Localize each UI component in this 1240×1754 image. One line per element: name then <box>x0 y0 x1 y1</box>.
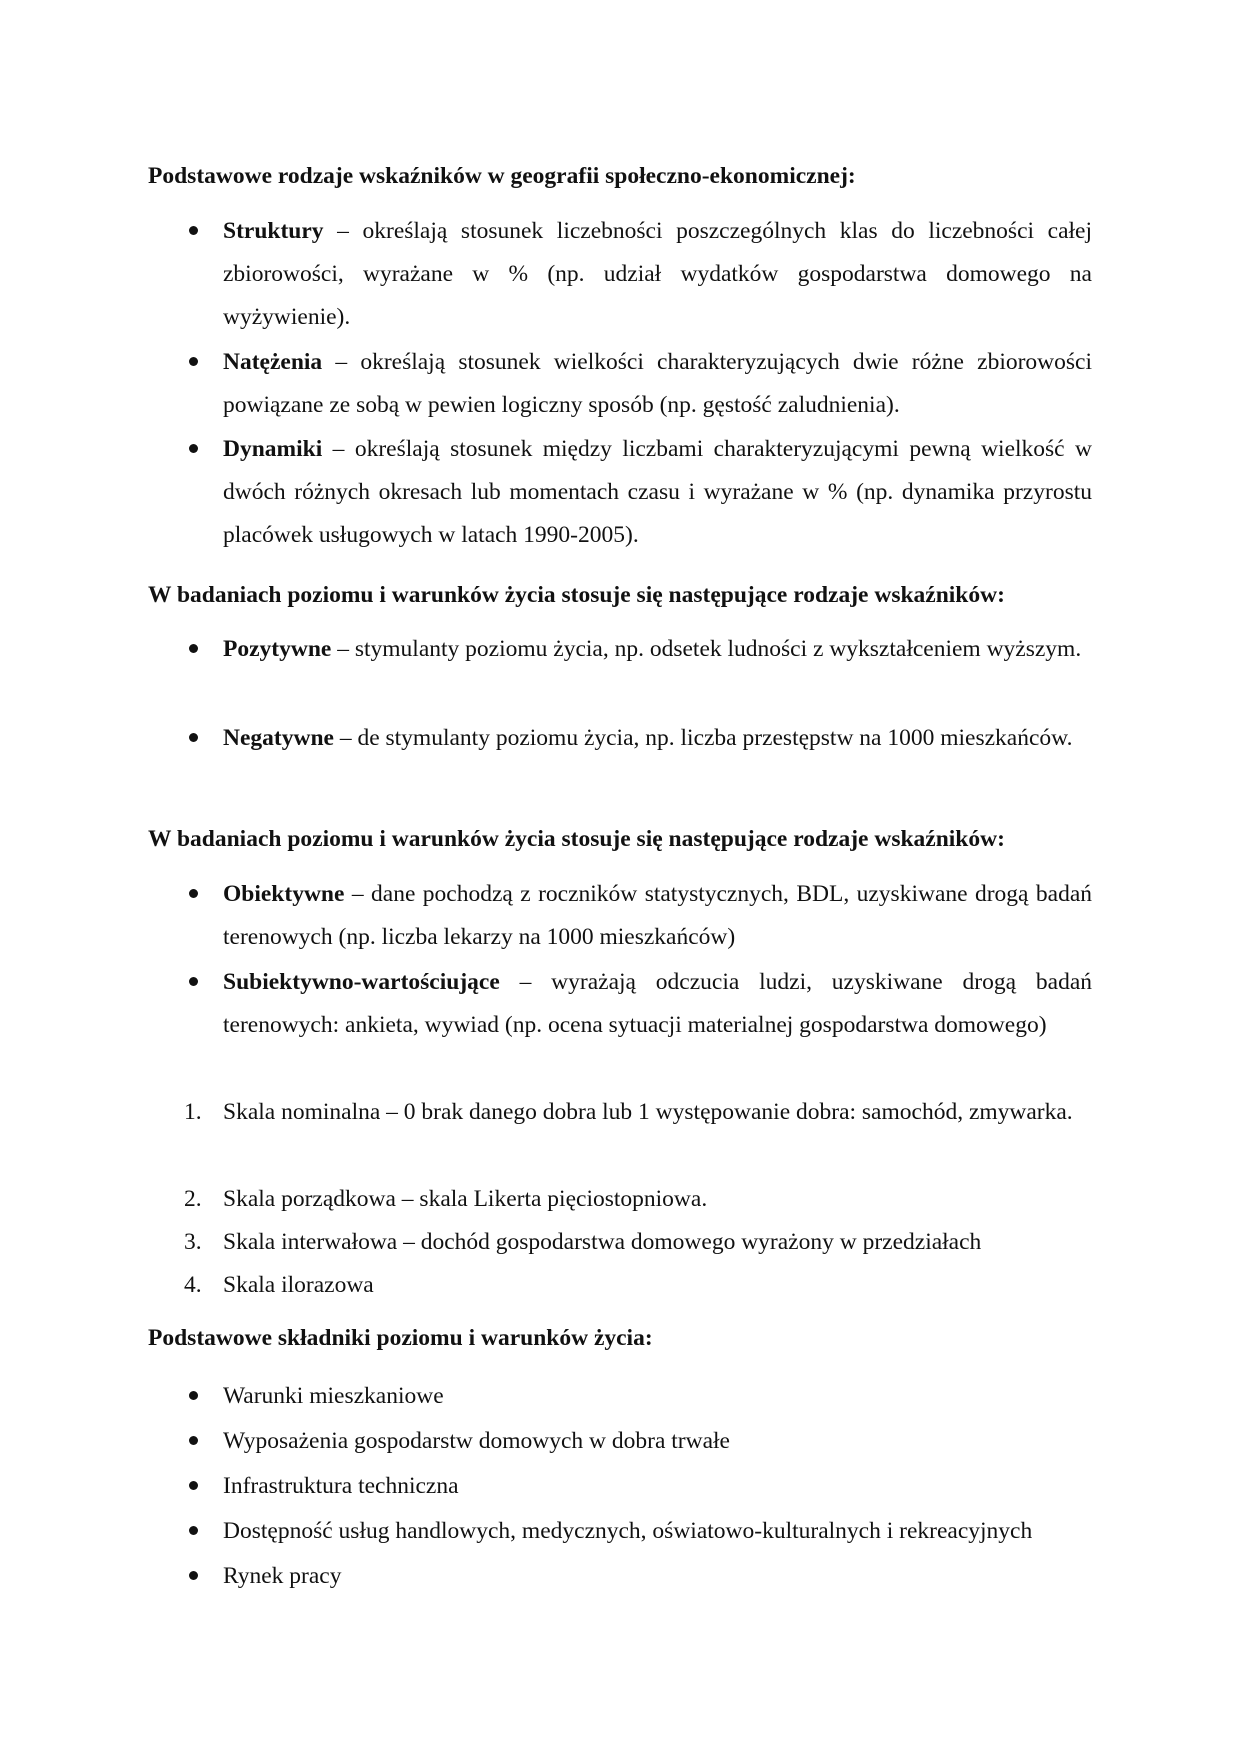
list-item-text <box>223 873 1092 959</box>
list-item <box>184 628 1092 671</box>
numbered-item <box>184 1221 1092 1264</box>
list-item <box>184 1555 1092 1598</box>
list-item-text: Rynek pracy <box>223 1563 342 1589</box>
term-label: Natężenia <box>223 349 323 375</box>
list-item-text: Infrastruktura techniczna <box>223 1473 459 1499</box>
number-marker: 4. <box>184 1272 202 1298</box>
list-item <box>184 1375 1092 1418</box>
list-item-text: Wyposażenia gospodarstw domowych w dobra trwałe <box>223 1428 730 1454</box>
term-label: Dynamiki <box>223 436 323 462</box>
list-item-text <box>223 428 1092 557</box>
term-description: – określają stosunek liczebności poszczególnych klas do liczebności całej zbiorowości, wyrażane w % (np. udział wydatków gospodarstwa domowego na wyżywienie). <box>223 218 1092 330</box>
list-item <box>184 341 1092 427</box>
list-item-text <box>223 628 1092 671</box>
term-description: – de stymulanty poziomu życia, np. liczba przestępstw na 1000 mieszkańców. <box>333 725 1073 751</box>
term-description: – określają stosunek między liczbami charakteryzującymi pewną wielkość w dwóch różnych okresach lub momentach czasu i wyrażane w % (np. dynamika przyrostu placówek usługowych w latach 1990-2005). <box>223 436 1092 548</box>
list-item-text <box>223 717 1092 760</box>
term-label: Subiektywno-wartościujące <box>223 969 500 995</box>
list-item-text <box>223 961 1092 1047</box>
list-item <box>184 428 1092 557</box>
number-marker: 2. <box>184 1186 202 1212</box>
list-item <box>184 210 1092 339</box>
section-heading-components: Podstawowe składniki poziomu i warunków życia: <box>148 1325 653 1351</box>
numbered-item-text: Skala nominalna – 0 brak danego dobra lub 1 występowanie dobra: samochód, zmywarka. <box>223 1099 1073 1125</box>
numbered-item <box>184 1264 1092 1307</box>
list-item-text <box>223 341 1092 427</box>
section-heading-indicator-types: Podstawowe rodzaje wskaźników w geografii społeczno-ekonomicznej: <box>148 163 856 189</box>
list-item-text <box>223 210 1092 339</box>
section-heading-objective-subjective: W badaniach poziomu i warunków życia stosuje się następujące rodzaje wskaźników: <box>148 826 1005 852</box>
list-item <box>184 873 1092 959</box>
list-item <box>184 717 1092 760</box>
list-item-text: Warunki mieszkaniowe <box>223 1383 444 1409</box>
list-item <box>184 1420 1092 1463</box>
numbered-item <box>184 1178 1092 1221</box>
list-item <box>184 961 1092 1047</box>
term-description: – stymulanty poziomu życia, np. odsetek ludności z wykształceniem wyższym. <box>331 636 1082 662</box>
term-label: Pozytywne <box>223 636 332 662</box>
term-description: – określają stosunek wielkości charakteryzujących dwie różne zbiorowości powiązane ze sobą w pewien logiczny sposób (np. gęstość zaludnienia). <box>223 349 1092 418</box>
term-label: Struktury <box>223 218 324 244</box>
numbered-item <box>184 1091 1092 1134</box>
term-label: Negatywne <box>223 725 334 751</box>
list-item-text: Dostępność usług handlowych, medycznych, oświatowo-kulturalnych i rekreacyjnych <box>223 1518 1033 1544</box>
term-description: – dane pochodzą z roczników statystycznych, BDL, uzyskiwane drogą badań terenowych (np. liczba lekarzy na 1000 mieszkańców) <box>223 881 1092 950</box>
term-description: – wyrażają odczucia ludzi, uzyskiwane drogą badań terenowych: ankieta, wywiad (np. ocena sytuacji materialnej gospodarstwa domowego) <box>223 969 1092 1038</box>
numbered-item-text: Skala porządkowa – skala Likerta pięciostopniowa. <box>223 1186 708 1212</box>
numbered-item-text: Skala ilorazowa <box>223 1272 374 1298</box>
number-marker: 1. <box>184 1099 202 1125</box>
list-item <box>184 1510 1092 1553</box>
section-heading-positive-negative: W badaniach poziomu i warunków życia stosuje się następujące rodzaje wskaźników: <box>148 582 1005 608</box>
number-marker: 3. <box>184 1229 202 1255</box>
term-label: Obiektywne <box>223 881 345 907</box>
numbered-item-text: Skala interwałowa – dochód gospodarstwa domowego wyrażony w przedziałach <box>223 1229 982 1255</box>
list-item <box>184 1465 1092 1508</box>
